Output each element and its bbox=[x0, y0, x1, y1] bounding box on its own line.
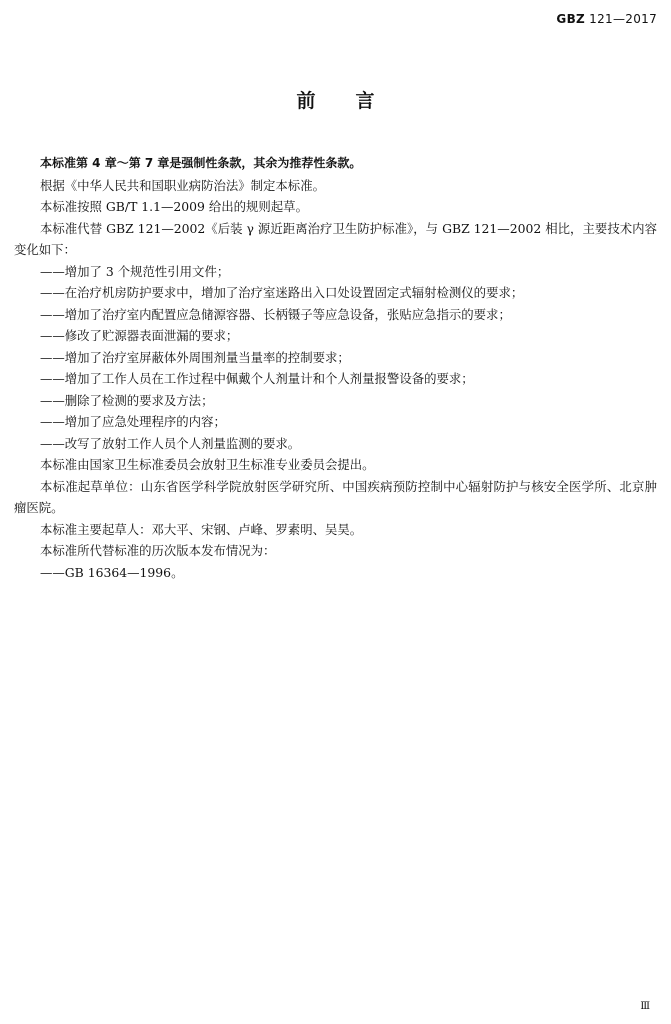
foreword-body bbox=[14, 153, 657, 583]
paragraph-drafting-rules: 本标准按照 GB/T 1.1—2009 给出的规则起草。 bbox=[40, 199, 308, 214]
change-item: ——增加了治疗室屏蔽体外周围剂量当量率的控制要求； bbox=[40, 349, 350, 365]
change-item: ——删除了检测的要求及方法； bbox=[40, 392, 214, 408]
change-item: ——增加了工作人员在工作过程中佩戴个人剂量计和个人剂量报警设备的要求； bbox=[40, 371, 474, 386]
paragraph-version-history: 本标准所代替标准的历次版本发布情况为： bbox=[40, 543, 276, 558]
change-item: ——增加了治疗室内配置应急储源容器、长柄镊子等应急设备，张贴应急指示的要求； bbox=[40, 306, 511, 322]
change-item: ——增加了应急处理程序的内容； bbox=[40, 414, 226, 429]
change-item: ——在治疗机房防护要求中，增加了治疗室迷路出入口处设置固定式辐射检测仪的要求； bbox=[40, 285, 524, 300]
standard-code-number: 121—2017 bbox=[589, 12, 657, 26]
change-item: ——修改了贮源器表面泄漏的要求； bbox=[40, 328, 239, 343]
paragraph-replacement: 本标准代替 GBZ 121—2002《后装 γ 源近距离治疗卫生防护标准》，与 GBZ 121—2002 相比，主要技术内容变化如下： bbox=[14, 220, 657, 257]
change-item: ——增加了 3 个规范性引用文件； bbox=[40, 263, 230, 279]
standard-code bbox=[556, 12, 657, 26]
standard-code-prefix: GBZ bbox=[556, 12, 586, 26]
version-history-item: ——GB 16364—1996。 bbox=[40, 564, 184, 580]
paragraph-proposer: 本标准由国家卫生标准委员会放射卫生标准专业委员会提出。 bbox=[40, 457, 375, 472]
page-title: 前言 bbox=[296, 90, 415, 112]
paragraph-drafters: 本标准主要起草人：邓大平、宋钢、卢峰、罗素明、吴昊。 bbox=[40, 521, 363, 537]
paragraph-basis: 根据《中华人民共和国职业病防治法》制定本标准。 bbox=[40, 177, 325, 193]
page-number: Ⅲ bbox=[640, 1001, 651, 1012]
mandatory-clause-statement: 本标准第 4 章～第 7 章是强制性条款，其余为推荐性条款。 bbox=[40, 156, 362, 170]
change-item: ——改写了放射工作人员个人剂量监测的要求。 bbox=[40, 435, 301, 451]
paragraph-drafting-units: 本标准起草单位：山东省医学科学院放射医学研究所、中国疾病预防控制中心辐射防护与核安全医学所、北京肿瘤医院。 bbox=[14, 478, 657, 515]
